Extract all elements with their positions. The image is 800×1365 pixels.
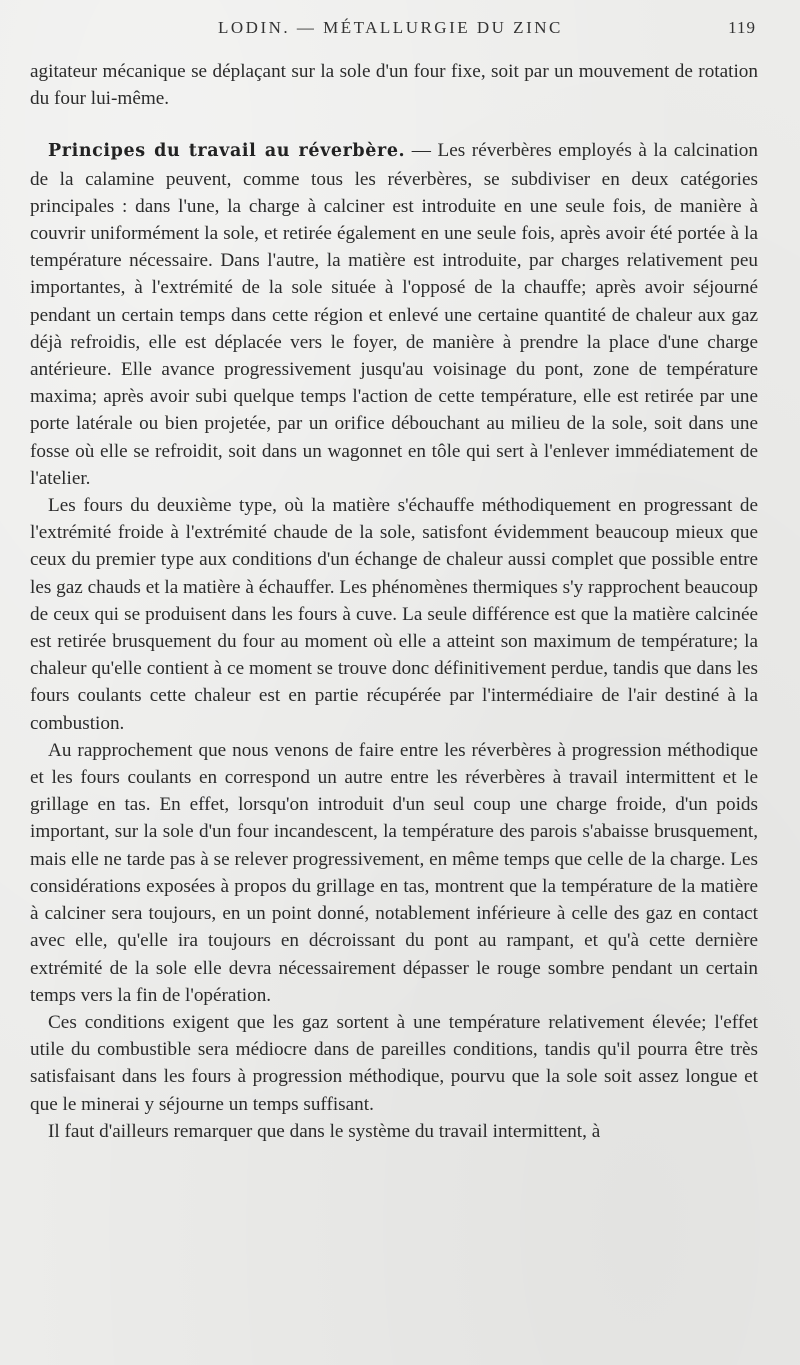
paragraph-conditions: Ces conditions exigent que les gaz sortent à une température relativement élevée; l'effet utile du combustible sera médiocre dans de pareilles conditions, tandis qu'il pourra être très satisfaisant dans les fours à progression méthodique, pourvu que la sole soit assez longue et que le minerai y séjourne un temps suffisant. <box>30 1011 758 1115</box>
paragraph-remarque: Il faut d'ailleurs remarquer que dans le système du travail intermittent, à <box>48 1120 601 1142</box>
running-title: LODIN. — MÉTALLURGIE DU ZINC <box>218 18 563 37</box>
running-header <box>0 18 800 48</box>
paragraph-rapprochement: Au rapprochement que nous venons de faire entre les réverbères à progression méthodique et les fours coulants en correspond un autre entre les réverbères à travail intermittent et le grillage en tas. En effet, lorsqu'on introduit d'un seul coup une charge froide, d'un poids important, sur la sole d'un four incandescent, la température des parois s'abaisse brusquement, mais elle ne tarde pas à se relever progressivement, en même temps que celle de la charge. Les considérations exposées à propos du grillage en tas, montrent que la température de la matière à calciner sera toujours, en un point donné, notablement inférieure à celle des gaz en contact avec elle, qu'elle ira toujours en décroissant du pont au rampant, et qu'à cette dernière extrémité de la sole elle devra nécessairement dépasser le rouge sombre pendant un certain temps vers la fin de l'opération. <box>30 739 758 1006</box>
paragraph-principes-text: — Les réverbères employés à la calcination de la calamine peuvent, comme tous les réverbères, se subdiviser en deux catégories principales : dans l'une, la charge à calciner est introduite en une seule fois, de manière à couvrir uniformément la sole, et retirée également en une seule fois, après avoir été portée à la température nécessaire. Dans l'autre, la matière est introduite, par charges relativement peu importantes, à l'extrémité de la sole située à l'opposé de la chauffe; après avoir séjourné pendant un certain temps dans cette région et enlevé une certaine quantité de chaleur aux gaz déjà refroidis, elle est déplacée vers le foyer, de manière à prendre la place d'une charge antérieure. Elle avance progressivement jusqu'au voisinage du pont, zone de température maxima; après avoir subi quelque temps l'action de cette température, elle est retirée par une porte latérale ou bien projetée, par un orifice débouchant au milieu de la sole, soit dans une fosse où elle se refroidit, soit dans un wagonnet en tôle qui sert à l'enlever immédiatement de l'atelier. <box>30 140 758 489</box>
paragraph-principes <box>30 137 758 492</box>
section-heading: Principes du travail au réverbère. <box>48 141 406 162</box>
paragraph-fours-deuxieme-type: Les fours du deuxième type, où la matière s'échauffe méthodiquement en progressant de l'extrémité froide à l'extrémité chaude de la sole, satisfont évidemment beaucoup mieux que ceux du premier type aux conditions d'un échange de chaleur aussi complet que possible entre les gaz chauds et la matière à échauffer. Les phénomènes thermiques s'y rapprochent beaucoup de ceux qui se produisent dans les fours à cuve. La seule différence est que la matière calcinée est retirée brusquement du four au moment où elle a atteint son maximum de température; la chaleur qu'elle contient à ce moment se trouve donc définitivement perdue, tandis que dans les fours coulants cette chaleur est en partie récupérée par l'intermédiaire de l'air destiné à la combustion. <box>30 495 758 734</box>
body-text <box>30 58 758 1145</box>
page-number: 119 <box>728 18 756 37</box>
paragraph-continuation: agitateur mécanique se déplaçant sur la sole d'un four fixe, soit par un mouvement de rotation du four lui-même. <box>30 61 758 110</box>
